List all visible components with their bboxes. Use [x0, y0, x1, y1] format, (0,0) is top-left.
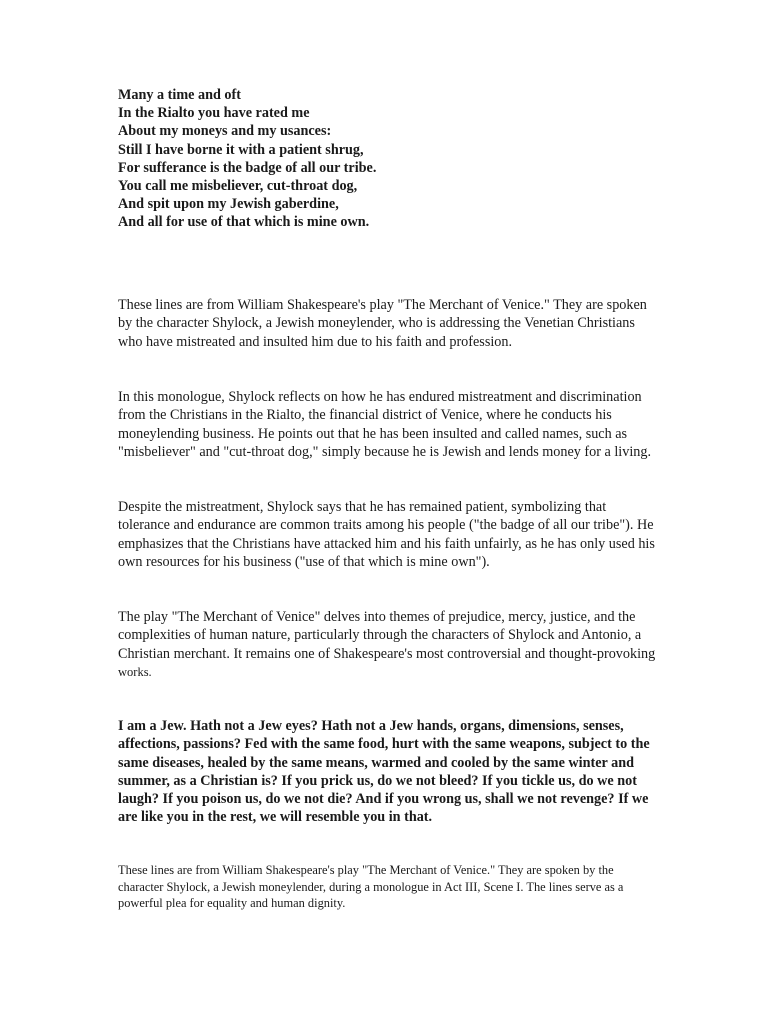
verse-line: In the Rialto you have rated me: [118, 105, 310, 122]
paragraph-themes: [118, 608, 658, 681]
verse-block: [118, 86, 658, 232]
verse-line: And spit upon my Jewish gaberdine,: [118, 196, 339, 213]
verse-line: You call me misbeliever, cut-throat dog,: [118, 178, 358, 195]
paragraph-patience: Despite the mistreatment, Shylock says that he has remained patient, symbolizing that tolerance and endurance are common traits among his people ("the badge of all our tribe"). He emphasizes that the Christians have attacked him and his faith unfairly, as he has only used his own resources for his business ("use of that which is mine own").: [118, 499, 655, 570]
paragraph-themes-main: The play "The Merchant of Venice" delves into themes of prejudice, mercy, justice, and the complexities of human nature, particularly through the characters of Shylock and Antonio, a Christian merchant. It remains one of Shakespeare's most controversial and thought-provoking: [118, 609, 656, 662]
verse-line: Still I have borne it with a patient shrug,: [118, 141, 364, 158]
quote-block: I am a Jew. Hath not a Jew eyes? Hath not a Jew hands, organs, dimensions, senses, affections, passions? Fed with the same food, hurt with the same weapons, subject to the same diseases, healed by the same means, warmed and cooled by the same winter and summer, as a Christian is? If you prick us, do we not bleed? If you tickle us, do we not laugh? If you poison us, do we not die? And if you wrong us, shall we not revenge? If we are like you in the rest, we will resemble you in that.: [118, 718, 650, 826]
paragraph-themes-tail: works.: [118, 664, 152, 679]
verse-line: About my moneys and my usances:: [118, 123, 332, 140]
source-note: These lines are from William Shakespeare's play "The Merchant of Venice." They are spoken by the character Shylock, a Jewish moneylender, during a monologue in Act III, Scene I. The lines serve as a powerful plea for equality and human dignity.: [118, 863, 624, 911]
verse-line: Many a time and oft: [118, 87, 241, 103]
paragraph-monologue: In this monologue, Shylock reflects on how he has endured mistreatment and discrimination from the Christians in the Rialto, the financial district of Venice, where he conducts his moneylending business. He points out that he has been insulted and called names, such as "misbeliever" and "cut-throat dog," simply because he is Jewish and lends money for a living.: [118, 389, 652, 460]
verse-line: And all for use of that which is mine own.: [118, 214, 370, 231]
paragraph-source: These lines are from William Shakespeare's play "The Merchant of Venice." They are spoken by the character Shylock, a Jewish moneylender, who is addressing the Venetian Christians who have mistreated and insulted him due to his faith and profession.: [118, 297, 647, 350]
verse-line: For sufferance is the badge of all our tribe.: [118, 159, 377, 176]
